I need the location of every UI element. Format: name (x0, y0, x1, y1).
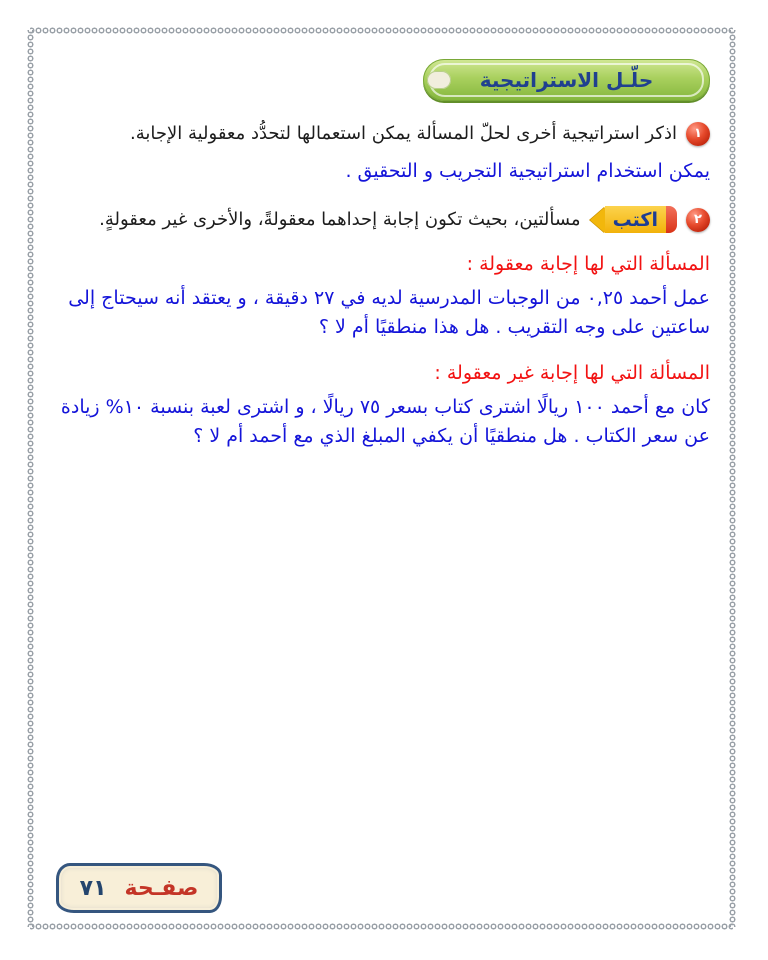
unreasonable-answer-heading: المسألة التي لها إجابة غير معقولة : (434, 362, 710, 385)
write-badge-label: اكتب (605, 206, 666, 233)
strategy-answer-text: يمكن استخدام استراتيجية التجريب و التحقيق . (345, 160, 710, 183)
border-edge-right (729, 30, 736, 927)
border-edge-bottom (30, 923, 733, 930)
border-edge-left (27, 30, 34, 927)
item-1-text: اذكر استراتيجية أخرى لحلّ المسألة يمكن استعمالها لتحدُّد معقولية الإجابة. (129, 123, 677, 144)
unreasonable-problem-text: كان مع أحمد ١٠٠ ريالًا اشترى كتاب بسعر ٧٥ ريالًا ، و اشترى لعبة بنسبة ١٠% زيادة عن سعر الكتاب . هل منطقيًا أن يكفي المبلغ الذي مع أحمد أم لا ؟ (60, 396, 710, 448)
page-number-value: ٧١ (79, 875, 107, 901)
reasonable-problem-text: عمل أحمد ٠,٢٥ من الوجبات المدرسية لديه في ٢٧ دقيقة ، و يعتقد أنه سيحتاج إلى ساعتين على وجه التقريب . هل هذا منطقيًا أم لا ؟ (68, 287, 710, 339)
item-1-number-icon: ١ (686, 122, 710, 146)
write-pencil-badge (590, 206, 677, 233)
strategy-banner (423, 59, 710, 101)
pencil-tip-icon (590, 207, 605, 233)
question-item-1 (37, 121, 710, 146)
question-item-2 (37, 206, 710, 233)
banner-title: حلّـل الاستراتيجية (479, 68, 654, 92)
item-2-number-icon: ٢ (686, 208, 710, 232)
pencil-eraser-icon (666, 206, 677, 233)
item-2-text: مسألتين، بحيث تكون إجابة إحداهما معقولةً، والأخرى غير معقولةٍ. (99, 209, 581, 231)
border-edge-top (30, 27, 733, 34)
page-content (37, 55, 710, 451)
page-number-badge (56, 863, 222, 913)
reasonable-answer-heading: المسألة التي لها إجابة معقولة : (466, 253, 710, 276)
page-word-label: صفـحة (124, 875, 199, 901)
banner-notch-icon (427, 71, 451, 89)
